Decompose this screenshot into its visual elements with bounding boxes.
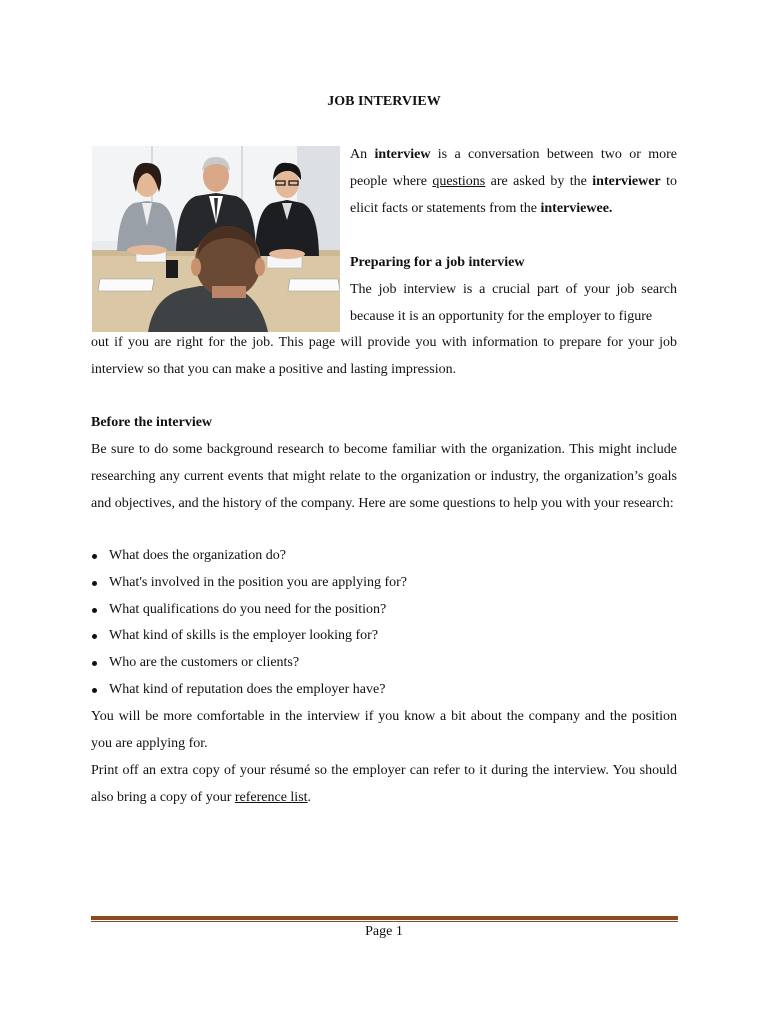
intro-term-interview: interview [374, 147, 431, 162]
interview-photo [92, 146, 340, 332]
intro-text-3: are asked by the [485, 173, 593, 189]
intro-text-4: to elicit facts or statements from the [350, 173, 677, 216]
interview-photo-illustration [92, 146, 340, 332]
print-resume-paragraph [91, 758, 677, 812]
reference-list-link[interactable]: reference list [234, 789, 308, 805]
comfortable-paragraph: You will be more comfortable in the interview if you know a bit about the company and the position you are applying for. [91, 709, 677, 751]
list-item: What does the organization do? [91, 543, 677, 570]
footer-divider-thick [91, 916, 678, 920]
research-questions-list [91, 543, 677, 704]
intro-text-1: An [350, 147, 375, 162]
print-text-2: . [307, 789, 312, 805]
before-interview-text: Be sure to do some background research to become familiar with the organization. This might include researching any current events that might relate to the organization or industry, the organization’s goals and objectives, and the history of the company. Here are some questions to help you with your research: [91, 442, 677, 511]
intro-term-interviewee: interviewee. [540, 200, 613, 216]
list-item: What kind of skills is the employer looking for? [91, 623, 677, 650]
preparing-heading: Preparing for a job interview [350, 255, 525, 270]
document-title: JOB INTERVIEW [327, 94, 441, 109]
intro-paragraph [350, 142, 677, 222]
list-item: What qualifications do you need for the position? [91, 597, 677, 624]
questions-link[interactable]: questions [432, 173, 486, 189]
before-interview-heading: Before the interview [91, 415, 213, 430]
preparing-text-part2: out if you are right for the job. This page will provide you with information to prepare for your job interview so that you can make a positive and lasting impression. [91, 335, 677, 377]
list-item: What's involved in the position you are applying for? [91, 570, 677, 597]
print-text-1: Print off an extra copy of your résumé so the employer can refer to it during the interview. You should also bring a copy of your [91, 763, 677, 805]
footer-divider-thin [91, 921, 678, 922]
intro-text-2: is a conversation between two or more people where [350, 147, 677, 189]
page-number: Page 1 [365, 924, 403, 939]
preparing-text-part1: The job interview is a crucial part of your job search because it is an opportunity for the employer to figure [350, 282, 677, 324]
list-item: What kind of reputation does the employer have? [91, 677, 677, 704]
list-item: Who are the customers or clients? [91, 650, 677, 677]
intro-term-interviewer: interviewer [592, 173, 661, 189]
